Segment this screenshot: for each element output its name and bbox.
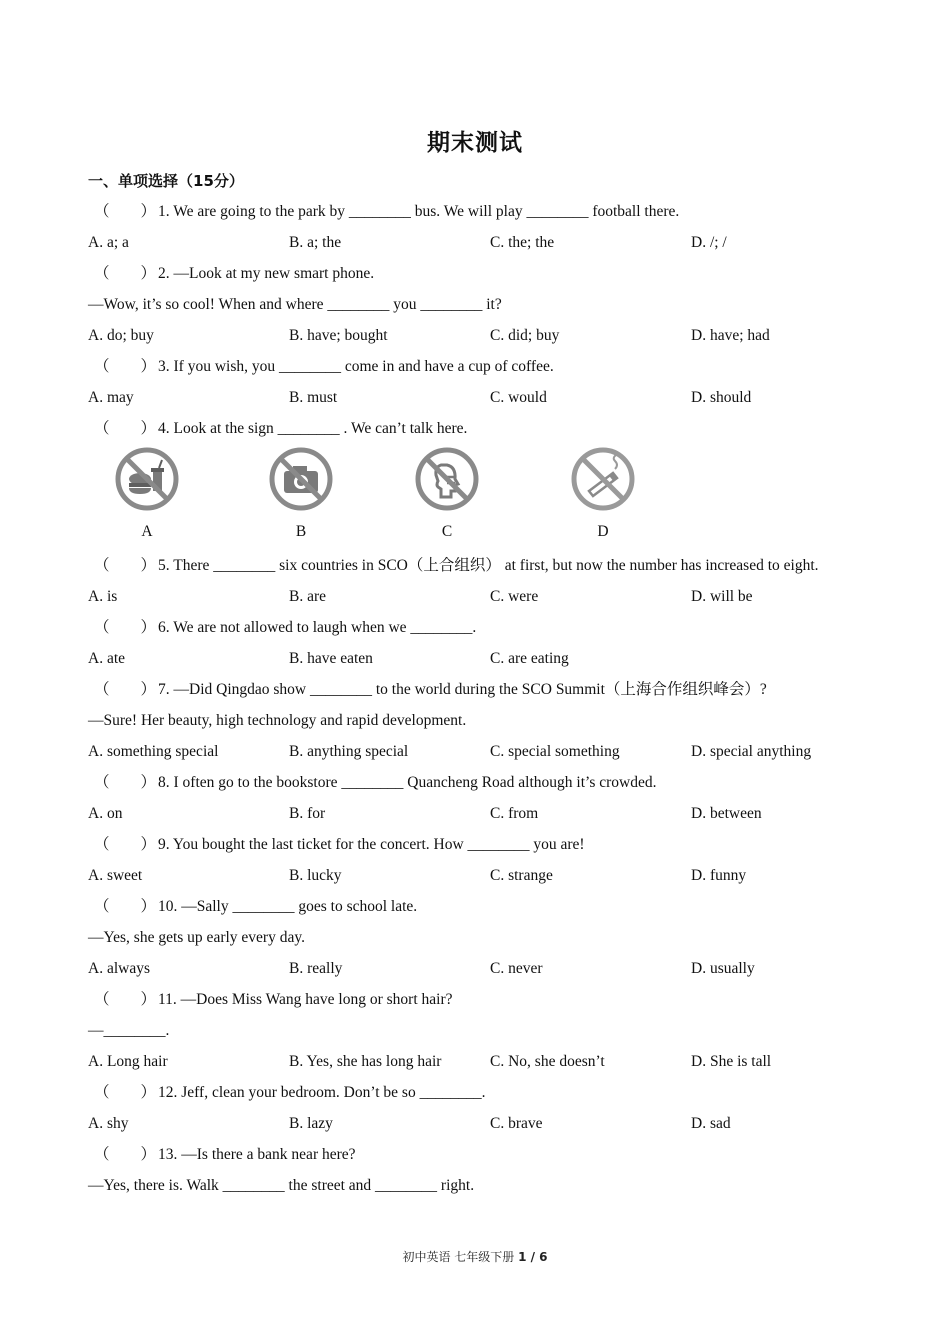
question-text: 12. Jeff, clean your bedroom. Don’t be so ________. (158, 1084, 486, 1101)
answer-bracket[interactable]: （ ） (94, 557, 157, 574)
question-13 (88, 1142, 888, 1173)
question-text: 2. —Look at my new smart phone. (158, 265, 375, 282)
options-2 (88, 323, 888, 354)
option-d[interactable]: D. between (691, 805, 762, 822)
sign-option-b[interactable] (266, 447, 336, 541)
question-text: 3. If you wish, you ________ come in and have a cup of coffee. (158, 358, 554, 375)
option-d[interactable]: D. will be (691, 588, 753, 605)
question-7-reply: —Sure! Her beauty, high technology and rapid development. (88, 712, 467, 729)
footer-text: 初中英语 七年级下册 (402, 1250, 519, 1264)
option-a[interactable]: A. ate (88, 650, 126, 667)
question-10 (88, 894, 888, 925)
answer-bracket[interactable]: （ ） (94, 681, 157, 698)
options-11 (88, 1049, 888, 1080)
option-b[interactable]: B. really (289, 960, 343, 977)
option-d[interactable]: D. special anything (691, 743, 812, 760)
no-smoking-icon (571, 447, 635, 511)
option-a[interactable]: A. something special (88, 743, 219, 760)
option-b[interactable]: B. must (289, 389, 338, 406)
no-photography-icon (269, 447, 333, 511)
answer-bracket[interactable]: （ ） (94, 898, 157, 915)
sign-option-a[interactable] (112, 447, 182, 541)
options-3 (88, 385, 888, 416)
sign-label: D (597, 523, 609, 540)
question-text: 5. There ________ six countries in SCO（上合组织） at first, but now the number has increased to eight. (158, 557, 819, 574)
option-c[interactable]: C. from (490, 805, 539, 822)
option-b[interactable]: B. have eaten (289, 650, 373, 667)
question-3 (88, 354, 888, 385)
sign-label: B (295, 523, 307, 540)
question-text: 7. —Did Qingdao show ________ to the world during the SCO Summit（上海合作组织峰会）? (158, 681, 767, 698)
page-title: 期末测试 (427, 130, 523, 156)
option-b[interactable]: B. lazy (289, 1115, 333, 1132)
options-6 (88, 646, 888, 677)
question-text: 6. We are not allowed to laugh when we ________. (158, 619, 477, 636)
question-2 (88, 261, 888, 292)
option-c[interactable]: C. would (490, 389, 547, 406)
option-a[interactable]: A. is (88, 588, 118, 605)
page-number: 1 / 6 (518, 1250, 548, 1264)
option-a[interactable]: A. on (88, 805, 123, 822)
option-c[interactable]: C. strange (490, 867, 553, 884)
option-a[interactable]: A. may (88, 389, 134, 406)
option-c[interactable]: C. were (490, 588, 539, 605)
answer-bracket[interactable]: （ ） (94, 358, 157, 375)
option-b[interactable]: B. Yes, she has long hair (289, 1053, 442, 1070)
sign-label: C (441, 523, 453, 540)
page-footer (0, 1248, 950, 1265)
option-b[interactable]: B. anything special (289, 743, 409, 760)
options-8 (88, 801, 888, 832)
option-b[interactable]: B. have; bought (289, 327, 388, 344)
option-c[interactable]: C. the; the (490, 234, 555, 251)
option-a[interactable]: A. always (88, 960, 150, 977)
question-2-reply: —Wow, it’s so cool! When and where ________ you ________ it? (88, 296, 502, 313)
options-1 (88, 230, 888, 261)
answer-bracket[interactable]: （ ） (94, 1084, 157, 1101)
question-7 (88, 677, 888, 708)
question-text: 1. We are going to the park by ________ bus. We will play ________ football there. (158, 203, 680, 220)
option-d[interactable]: D. She is tall (691, 1053, 772, 1070)
option-a[interactable]: A. do; buy (88, 327, 154, 344)
options-7 (88, 739, 888, 770)
question-text: 4. Look at the sign ________ . We can’t talk here. (158, 420, 468, 437)
question-text: 11. —Does Miss Wang have long or short hair? (158, 991, 453, 1008)
sign-option-c[interactable] (412, 447, 482, 541)
option-d[interactable]: D. usually (691, 960, 755, 977)
question-1 (88, 199, 888, 230)
answer-bracket[interactable]: （ ） (94, 203, 157, 220)
option-d[interactable]: D. /; / (691, 234, 727, 251)
options-5 (88, 584, 888, 615)
option-c[interactable]: C. are eating (490, 650, 569, 667)
question-11 (88, 987, 888, 1018)
option-d[interactable]: D. have; had (691, 327, 770, 344)
option-c[interactable]: C. brave (490, 1115, 543, 1132)
answer-bracket[interactable]: （ ） (94, 619, 157, 636)
option-b[interactable]: B. are (289, 588, 327, 605)
question-10-reply: —Yes, she gets up early every day. (88, 929, 305, 946)
question-13-reply: —Yes, there is. Walk ________ the street and ________ right. (88, 1177, 475, 1194)
option-d[interactable]: D. sad (691, 1115, 731, 1132)
no-fast-food-icon (115, 447, 179, 511)
option-a[interactable]: A. shy (88, 1115, 129, 1132)
option-c[interactable]: C. did; buy (490, 327, 560, 344)
option-a[interactable]: A. a; a (88, 234, 129, 251)
option-a[interactable]: A. sweet (88, 867, 143, 884)
option-d[interactable]: D. should (691, 389, 752, 406)
question-6 (88, 615, 888, 646)
question-11-reply: —________. (88, 1022, 170, 1039)
answer-bracket[interactable]: （ ） (94, 836, 157, 853)
no-talking-icon (415, 447, 479, 511)
answer-bracket[interactable]: （ ） (94, 265, 157, 282)
option-c[interactable]: C. special something (490, 743, 620, 760)
question-text: 9. You bought the last ticket for the concert. How ________ you are! (158, 836, 585, 853)
sign-options (88, 447, 888, 553)
question-8 (88, 770, 888, 801)
question-text: 8. I often go to the bookstore ________ Quancheng Road although it’s crowded. (158, 774, 657, 791)
question-4 (88, 416, 888, 447)
question-text: 13. —Is there a bank near here? (158, 1146, 356, 1163)
question-9 (88, 832, 888, 863)
option-d[interactable]: D. funny (691, 867, 747, 884)
option-b[interactable]: B. a; the (289, 234, 342, 251)
option-a[interactable]: A. Long hair (88, 1053, 168, 1070)
options-9 (88, 863, 888, 894)
sign-option-d[interactable] (568, 447, 638, 541)
option-c[interactable]: C. never (490, 960, 543, 977)
answer-bracket[interactable]: （ ） (94, 991, 157, 1008)
option-c[interactable]: C. No, she doesn’t (490, 1053, 605, 1070)
question-5 (88, 553, 888, 584)
question-12 (88, 1080, 888, 1111)
options-10 (88, 956, 888, 987)
option-b[interactable]: B. for (289, 805, 326, 822)
answer-bracket[interactable]: （ ） (94, 1146, 157, 1163)
answer-bracket[interactable]: （ ） (94, 774, 157, 791)
question-text: 10. —Sally ________ goes to school late. (158, 898, 418, 915)
answer-bracket[interactable]: （ ） (94, 420, 157, 437)
section-heading: 一、单项选择（15分） (88, 172, 244, 190)
sign-label: A (141, 523, 153, 540)
question-list (88, 199, 888, 1204)
option-b[interactable]: B. lucky (289, 867, 342, 884)
options-12 (88, 1111, 888, 1142)
